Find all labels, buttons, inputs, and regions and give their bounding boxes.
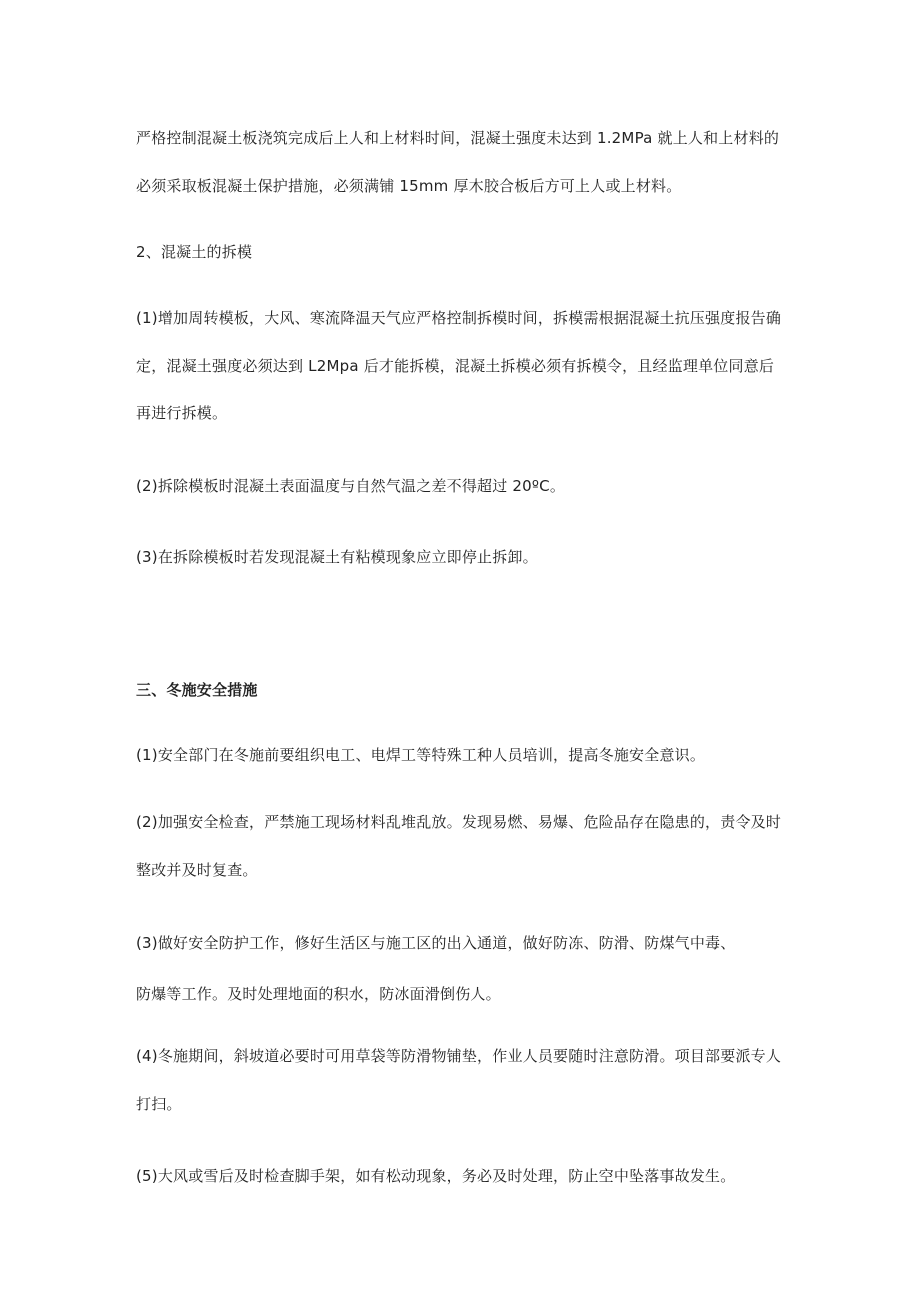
intro-line-2: 必须采取板混凝土保护措施，必须满铺 15mm 厚木胶合板后方可上人或上材料。 [136, 177, 682, 195]
section-3-title: 三、冬施安全措施 [136, 681, 258, 699]
section-2-item-1-line-2: 定，混凝土强度必须达到 L2Mpa 后才能拆模，混凝土拆模必须有拆模令，且经监理单位同意后 [136, 357, 775, 375]
section-3-item-5: (5)大风或雪后及时检查脚手架，如有松动现象，务必及时处理，防止空中坠落事故发生。 [136, 1167, 736, 1185]
section-2-title: 2、混凝土的拆模 [136, 243, 253, 261]
section-2-item-1-line-3: 再进行拆模。 [136, 404, 228, 422]
section-3-item-1: (1)安全部门在冬施前要组织电工、电焊工等特殊工种人员培训，提高冬施安全意识。 [136, 746, 706, 764]
section-3-item-4-line-1: (4)冬施期间，斜坡道必要时可用草袋等防滑物铺垫，作业人员要随时注意防滑。项目部要派专人 [136, 1047, 782, 1065]
intro-line-1: 严格控制混凝土板浇筑完成后上人和上材料时间，混凝土强度未达到 1.2MPa 就上人和上材料的 [136, 129, 780, 147]
section-3-item-3-line-2: 防爆等工作。及时处理地面的积水，防冰面滑倒伤人。 [136, 985, 501, 1003]
section-3-item-2-line-1: (2)加强安全检查，严禁施工现场材料乱堆乱放。发现易燃、易爆、危险品存在隐患的，责令及时 [136, 813, 782, 831]
section-3-item-2-line-2: 整改并及时复查。 [136, 861, 258, 879]
section-2-item-3: (3)在拆除模板时若发现混凝土有粘模现象应立即停止拆卸。 [136, 548, 538, 566]
section-3-item-4-line-2: 打扫。 [136, 1095, 182, 1113]
section-2-item-2: (2)拆除模板时混凝土表面温度与自然气温之差不得超过 20ºC。 [136, 477, 566, 495]
section-2-item-1-line-1: (1)增加周转模板，大风、寒流降温天气应严格控制拆模时间，拆模需根据混凝土抗压强度报告确 [136, 309, 782, 327]
section-3-item-3-line-1: (3)做好安全防护工作，修好生活区与施工区的出入通道，做好防冻、防滑、防煤气中毒、 [136, 934, 736, 952]
